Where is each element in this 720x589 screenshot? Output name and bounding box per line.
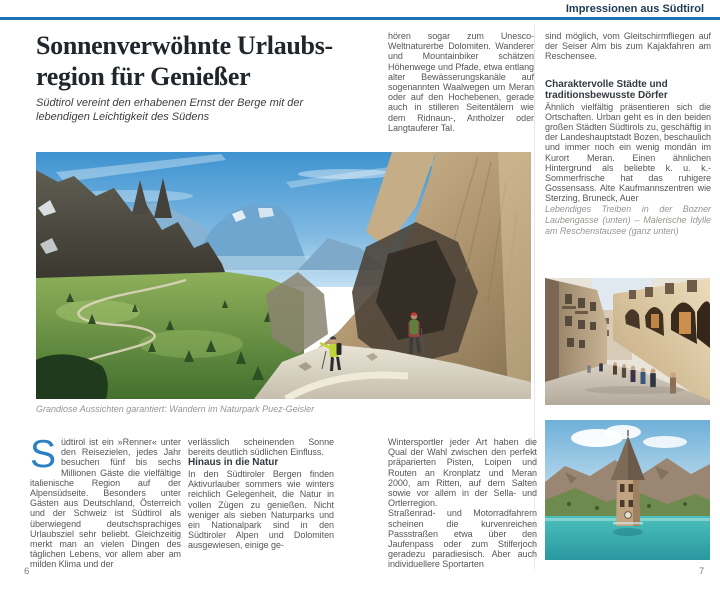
- main-photo-caption: Grandiose Aussichten garantiert: Wandern im Naturpark Puez-Geisler: [36, 404, 315, 414]
- wintersport-paragraph-2: Straßenrad- und Motorradfahrern scheinen die kurvenreichen Passstraßen etwa über den Jaufenpass oder zum Stilferjoch geradezu paradiesisch. Aber auch individuellere Sportarten: [388, 508, 537, 570]
- header-rule: [0, 17, 720, 20]
- main-photo-illustration: [36, 152, 531, 399]
- street-photo: [545, 278, 710, 405]
- article-subtitle: Südtirol vereint den erhabenen Ernst der Berge mit der lebendigen Leichtigkeit des Südens: [36, 97, 304, 123]
- main-photo: [36, 152, 531, 399]
- wintersport-column: [388, 437, 537, 570]
- side-photos-caption: Lebendiges Treiben in der Bozner Laubengasse (unten) – Malerische Idylle am Reschenstausee (ganz unten): [545, 203, 711, 236]
- cities-heading: Charaktervolle Städte und traditionsbewusste Dörfer: [545, 78, 668, 102]
- lake-photo: [545, 420, 710, 560]
- lake-photo-illustration: [545, 420, 710, 560]
- nature-paragraph-2: In den Südtiroler Bergen finden Aktivurlauber sommers wie winters reichlich Gelegenheit, die Natur in vollen Zügen zu genießen. Nicht weniger als sieben Naturparks und ein Nationalpark sind in den Südtiroler Alpen und Dolomiten ausgewiesen, einige ge-: [188, 468, 334, 551]
- section-header-label: Impressionen aus Südtirol: [565, 3, 704, 15]
- right-column: [545, 31, 711, 237]
- page-number-left: 6: [24, 566, 30, 577]
- nature-heading: Hinaus in die Natur: [188, 457, 279, 469]
- column-top-center: [388, 31, 534, 133]
- intro-column: [30, 433, 181, 570]
- article-title-line2: region für Genießer: [36, 62, 251, 91]
- intro-paragraph: [30, 433, 181, 570]
- right-paragraph-1: sind möglich, vom Gleitschirmfliegen auf der Seiser Alm bis zum Kajakfahren am Reschensee.: [545, 31, 711, 62]
- wintersport-paragraph-1: Wintersportler jeder Art haben die Qual der Wahl zwischen den perfekt präparierten Pisten, Loipen und Routen an Kronplatz und Meran 2000, am Ritten, auf dem Salten sowie vor allem in der Sella- und Ortlerregion.: [388, 437, 537, 509]
- right-paragraph-2: Ähnlich vielfältig präsentieren sich die Ortschaften. Urban geht es in den beiden großen Städten Südtirols zu, geschäftig in der Landeshauptstadt Bozen, beschaulich und immer noch ein wenig mondän im Kurort Meran. Einen ähnlichen Hintergrund als beliebte k. u. k.-Sommerfrische hat das ruhigere Gossensass. Alte Kaufmannszentren wie Sterzing, Bruneck, Auer: [545, 101, 711, 204]
- nature-column: [188, 437, 334, 551]
- nature-paragraph-1: verlässlich scheinenden Sonne bereits deutlich südlichen Einfluss.: [188, 437, 334, 458]
- dropcap: S: [30, 433, 56, 476]
- article-title: [36, 30, 396, 92]
- page-number-right: 7: [699, 566, 705, 577]
- street-photo-illustration: [545, 278, 710, 405]
- article-title-line1: Sonnenverwöhnte Urlaubs-: [36, 31, 333, 60]
- top-center-paragraph: hören sogar zum Unesco-Weltnaturerbe Dolomiten. Wanderer und Mountainbiker schätzen Höhenwege und Pfade, etwa entlang alter Bewässerungskanäle auf sogenannten Waalwegen um Meran oder auf den Hochebenen, gerade auch in stilleren Seitentälern wie dem Ridnaun-, Antholzer oder Langtauferer Tal.: [388, 31, 534, 133]
- intro-text: üdtirol ist ein »Renner« unter den Reisezielen, jedes Jahr besuchen fünf bis sechs Millionen Gäste die vielfältige italienische Region auf der Alpensüdseite. Besonders unter Gästen aus Deutschland, Österreich und der Schweiz ist Südtirol als überwiegend deutschsprachiges Urlaubsziel sehr beliebt. Gleichzeitig merkt man an vielen Dingen des täglichen Lebens, vor allem aber am milden Klima und der: [30, 437, 181, 570]
